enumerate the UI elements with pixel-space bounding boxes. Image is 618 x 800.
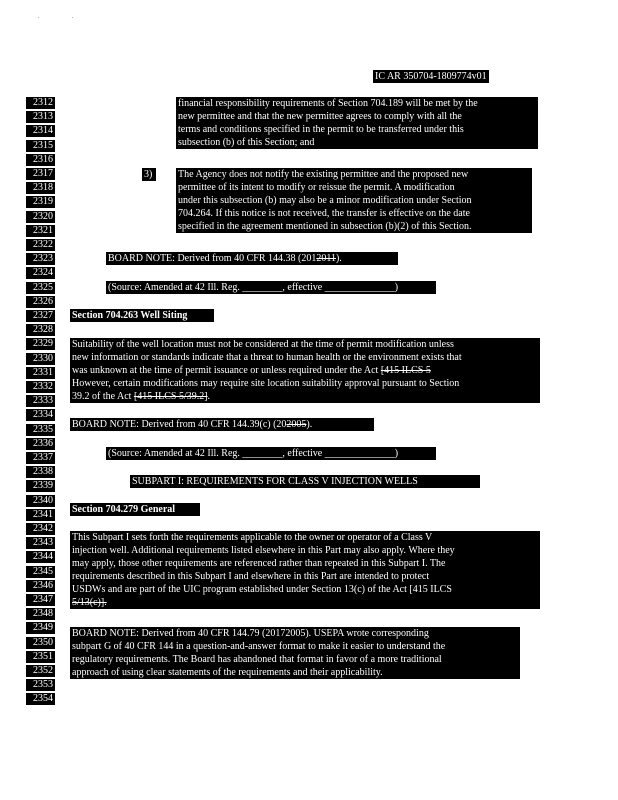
text-line: requirements described in this Subpart I and elsewhere in this Part are intended to protect bbox=[72, 571, 430, 582]
text-line: terms and conditions specified in the permit to be transferred under this bbox=[178, 124, 464, 135]
struck-text: 2011 bbox=[316, 253, 336, 264]
line-number: 2335 bbox=[26, 424, 55, 436]
text-line: injection well. Additional requirements listed elsewhere in this Part may also apply. Where they bbox=[72, 545, 455, 556]
text-line: under this subsection (b) may also be a minor modification under Section bbox=[178, 195, 472, 206]
general-paragraph bbox=[70, 531, 540, 609]
line-number: 2342 bbox=[26, 523, 55, 535]
text-line: approach of using clear statements of the requirements and their applicability. bbox=[72, 667, 383, 678]
heading-text: Section 704.263 Well Siting bbox=[72, 310, 188, 321]
struck-text: [415 ILCS 5/39.2] bbox=[133, 391, 208, 402]
text-segment: was unknown at the time of permit issuance or unless required under the Act bbox=[72, 365, 381, 376]
text-line: The Agency does not notify the existing permittee and the proposed new bbox=[178, 169, 469, 180]
section-704-263-heading bbox=[70, 309, 214, 322]
financial-responsibility-block bbox=[176, 97, 538, 149]
document-header-id: IC AR 350704-1809774v01 bbox=[375, 71, 487, 82]
line-number: 2338 bbox=[26, 466, 55, 478]
line-number: 2328 bbox=[26, 324, 55, 336]
source-text: (Source: Amended at 42 Ill. Reg. ________, effective ______________) bbox=[108, 448, 399, 459]
line-number: 2341 bbox=[26, 509, 55, 521]
text-line: 704.264. If this notice is not received, the transfer is effective on the date bbox=[178, 208, 470, 219]
board-note-text-end: ). bbox=[335, 253, 342, 264]
text-line: financial responsibility requirements of Section 704.189 will be met by the bbox=[178, 98, 478, 109]
text-segment: . bbox=[207, 391, 211, 402]
line-number: 2345 bbox=[26, 566, 55, 578]
text-line: USDWs and are part of the UIC program established under Section 13(c) of the Act [415 ILCS bbox=[72, 584, 452, 595]
line-number: 2325 bbox=[26, 282, 55, 294]
line-number: 2321 bbox=[26, 225, 55, 237]
text-line: Suitability of the well location must not be considered at the time of permit modification unless bbox=[72, 339, 454, 350]
line-number: 2343 bbox=[26, 537, 55, 549]
text-line: subpart G of 40 CFR 144 in a question-and-answer format to make it easier to understand the bbox=[72, 641, 446, 652]
text-line bbox=[70, 364, 540, 377]
item-3-block bbox=[176, 168, 532, 233]
line-number: 2337 bbox=[26, 452, 55, 464]
text-line: may apply, those other requirements are referenced rather than repeated in this Subpart I. The bbox=[72, 558, 446, 569]
line-number: 2320 bbox=[26, 211, 55, 223]
source-note-2 bbox=[106, 447, 436, 460]
line-number: 2322 bbox=[26, 239, 55, 251]
board-note-text: BOARD NOTE: Derived from 40 CFR 144.38 (201 bbox=[108, 253, 317, 264]
scan-dot: . bbox=[72, 14, 74, 20]
line-number: 2348 bbox=[26, 608, 55, 620]
text-segment: 39.2 of the Act bbox=[72, 391, 134, 402]
item-3-marker bbox=[142, 168, 156, 181]
line-number: 2314 bbox=[26, 125, 55, 137]
section-704-279-heading bbox=[70, 503, 200, 516]
heading-text: Section 704.279 General bbox=[72, 504, 176, 515]
board-note-3 bbox=[70, 627, 520, 679]
struck-text: [415 ILCS 5 bbox=[380, 365, 431, 376]
text-line: regulatory requirements. The Board has abandoned that format in favor of a more traditional bbox=[72, 654, 442, 665]
board-note-1 bbox=[106, 252, 398, 265]
line-number: 2333 bbox=[26, 395, 55, 407]
line-number: 2330 bbox=[26, 353, 55, 365]
struck-text: 2005 bbox=[286, 419, 307, 430]
text-line: subsection (b) of this Section; and bbox=[178, 137, 315, 148]
line-number: 2312 bbox=[26, 97, 55, 109]
line-number: 2339 bbox=[26, 480, 55, 492]
scan-dot: . bbox=[38, 14, 40, 20]
line-number: 2318 bbox=[26, 182, 55, 194]
struck-text: 5/13(c)]. bbox=[72, 597, 107, 608]
item-marker-text: 3) bbox=[144, 169, 153, 180]
text-line: This Subpart I sets forth the requirements applicable to the owner or operator of a Class V bbox=[72, 532, 433, 543]
line-number: 2344 bbox=[26, 551, 55, 563]
source-note-1 bbox=[106, 281, 436, 294]
line-number: 2327 bbox=[26, 310, 55, 322]
board-note-text: BOARD NOTE: Derived from 40 CFR 144.39(c) (20 bbox=[72, 419, 287, 430]
board-note-2 bbox=[70, 418, 374, 431]
source-text: (Source: Amended at 42 Ill. Reg. ________, effective ______________) bbox=[108, 282, 399, 293]
text-line: permittee of its intent to modify or reissue the permit. A modification bbox=[178, 182, 455, 193]
text-line: specified in the agreement mentioned in subsection (b)(2) of this Section. bbox=[178, 221, 472, 232]
line-number: 2331 bbox=[26, 367, 55, 379]
line-number: 2334 bbox=[26, 409, 55, 421]
text-line bbox=[70, 390, 238, 403]
line-number: 2351 bbox=[26, 651, 55, 663]
line-number: 2340 bbox=[26, 495, 55, 507]
line-number: 2346 bbox=[26, 580, 55, 592]
line-number: 2313 bbox=[26, 111, 55, 123]
text-line: new permittee and that the new permittee agrees to comply with all the bbox=[178, 111, 462, 122]
line-number: 2354 bbox=[26, 693, 55, 705]
line-number: 2353 bbox=[26, 679, 55, 691]
line-number: 2352 bbox=[26, 665, 55, 677]
text-line: BOARD NOTE: Derived from 40 CFR 144.79 (20172005). USEPA wrote corresponding bbox=[72, 628, 429, 639]
line-number: 2323 bbox=[26, 253, 55, 265]
text-line: new information or standards indicate that a threat to human health or the environment exists that bbox=[72, 352, 462, 363]
line-number: 2347 bbox=[26, 594, 55, 606]
line-number: 2350 bbox=[26, 637, 55, 649]
line-number: 2316 bbox=[26, 154, 55, 166]
heading-text: SUBPART I: REQUIREMENTS FOR CLASS V INJECTION WELLS bbox=[132, 476, 418, 487]
line-number: 2332 bbox=[26, 381, 55, 393]
line-number: 2319 bbox=[26, 196, 55, 208]
subpart-i-heading bbox=[130, 475, 480, 488]
text-line: However, certain modifications may require site location suitability approval pursuant to Section bbox=[72, 378, 460, 389]
line-number: 2329 bbox=[26, 338, 55, 350]
well-siting-paragraph bbox=[70, 338, 540, 403]
line-number: 2336 bbox=[26, 438, 55, 450]
board-note-text-end: ). bbox=[306, 419, 313, 430]
line-number: 2349 bbox=[26, 622, 55, 634]
line-number: 2317 bbox=[26, 168, 55, 180]
line-number: 2326 bbox=[26, 296, 55, 308]
line-number: 2315 bbox=[26, 140, 55, 152]
line-number: 2324 bbox=[26, 267, 55, 279]
